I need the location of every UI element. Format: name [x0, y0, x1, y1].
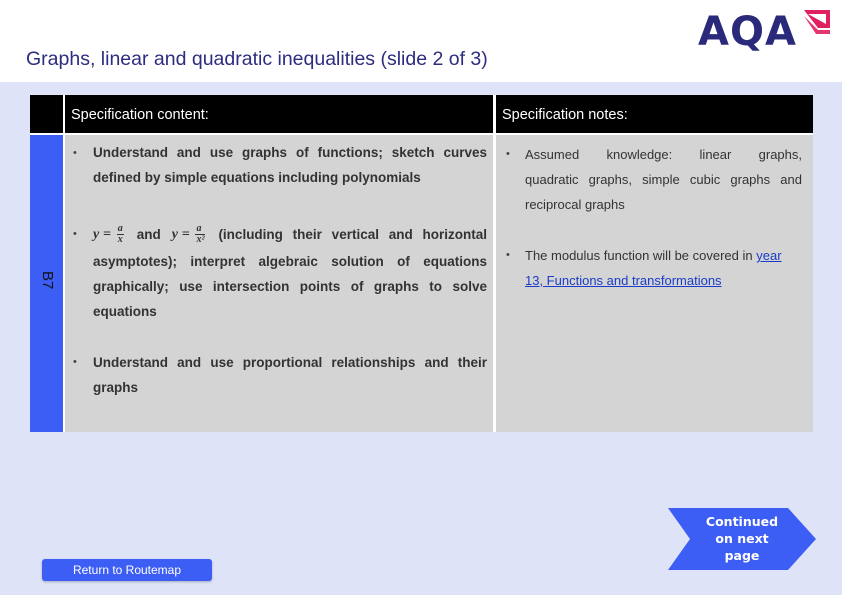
note-item-2-line2: [525, 268, 802, 293]
routemap-link-year[interactable]: year: [756, 248, 782, 263]
content-item-2-line3: graphically; use intersection points of graphs to solve: [93, 279, 487, 294]
math-y: y: [171, 227, 178, 242]
functions-transformations-link[interactable]: 13, Functions and transformations: [525, 273, 722, 288]
note-item-1-line3: reciprocal graphs: [525, 197, 625, 212]
fraction-a-over-x-squared: $\frac{a}{\text{x²}}$: [196, 222, 205, 245]
reciprocal-equation-2: [172, 221, 208, 247]
bullet-icon: •: [73, 228, 77, 240]
content-item-1: [93, 140, 487, 190]
content-item-3-line1: Understand and use proportional relationships and their: [93, 355, 487, 370]
continued-label-line2: on next: [715, 531, 769, 546]
section-side-tab: [30, 135, 63, 432]
fraction-a-over-x: $\frac{a}{x}$: [117, 222, 123, 245]
continued-label-line3: page: [724, 548, 760, 563]
math-and: and: [136, 226, 161, 242]
continued-label-line1: Continued: [705, 514, 779, 529]
note-item-2: [525, 243, 802, 293]
bullet-icon: •: [506, 148, 510, 160]
math-equals: =: [102, 227, 111, 242]
continued-next-page-button[interactable]: [668, 508, 816, 570]
content-item-2-line2: asymptotes); interpret algebraic solution of equations: [93, 254, 487, 269]
section-label: B7: [39, 271, 56, 290]
bullet-icon: •: [73, 147, 77, 159]
aqa-logo-text: AQA: [698, 9, 797, 55]
content-item-1-line1: Understand and use graphs of functions; sketch curves: [93, 145, 487, 160]
content-item-3: [93, 350, 487, 400]
return-to-routemap-button[interactable]: Return to Routemap: [42, 559, 212, 581]
table-header-notes: Specification notes:: [496, 95, 813, 133]
note-item-2-line1: [525, 243, 802, 268]
note-item-1: [525, 142, 802, 217]
section-label-box: [30, 265, 63, 305]
slide-header: [0, 0, 842, 82]
math-y: y: [93, 227, 100, 242]
specification-notes-cell: [496, 135, 813, 432]
continued-label: [692, 513, 792, 564]
bullet-icon: •: [506, 249, 510, 261]
content-item-2-rest: (including their vertical and horizontal: [218, 226, 487, 242]
specification-content-cell: [65, 135, 493, 432]
content-item-2-line1: [93, 219, 487, 249]
content-item-2: [93, 219, 487, 324]
note-item-1-line2: quadratic graphs, simple cubic graphs and: [525, 172, 802, 187]
aqa-logo-mark-icon: [802, 8, 832, 38]
content-item-2-line4: equations: [93, 304, 157, 319]
math-equals: =: [181, 227, 190, 242]
table-header-empty: [30, 95, 63, 133]
content-item-1-line2: defined by simple equations including polynomials: [93, 170, 421, 185]
note-item-2-text: The modulus function will be covered in: [525, 248, 753, 263]
note-item-1-line1: Assumed knowledge: linear graphs,: [525, 147, 802, 162]
bullet-icon: •: [73, 356, 77, 368]
specification-table: [30, 95, 813, 432]
reciprocal-equation-1: [93, 221, 126, 247]
aqa-logo: [698, 8, 834, 54]
table-header-content: Specification content:: [65, 95, 493, 133]
content-item-3-line2: graphs: [93, 380, 139, 395]
page-title: Graphs, linear and quadratic inequalities (slide 2 of 3): [26, 48, 488, 70]
